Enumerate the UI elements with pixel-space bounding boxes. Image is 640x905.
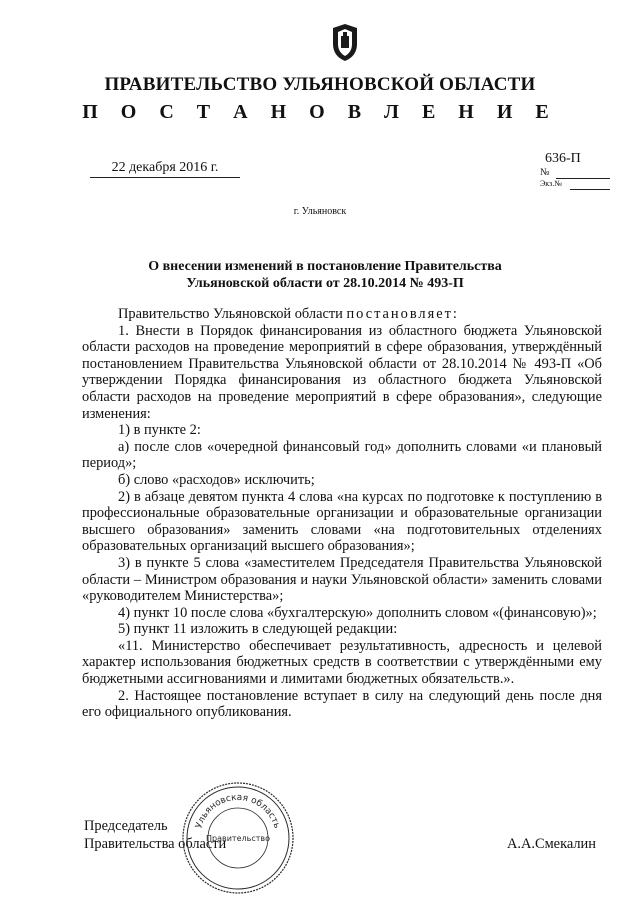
copy-number-label: Экз.№ <box>540 179 562 188</box>
copy-number-underline <box>570 189 610 190</box>
document-number: 636-П <box>545 151 581 166</box>
paragraph-1-4: 4) пункт 10 после слова «бухгалтерскую» дополнить словом «(финансовую)»; <box>118 604 597 621</box>
official-seal-icon <box>180 780 296 896</box>
svg-text:Ульяновская область <box>194 793 281 830</box>
document-type: П О С Т А Н О В Л Е Н И Е <box>82 101 558 123</box>
subject-line-1: О внесении изменений в постановление Правительства <box>148 259 502 274</box>
document-city: г. Ульяновск <box>293 206 347 217</box>
government-title: ПРАВИТЕЛЬСТВО УЛЬЯНОВСКОЙ ОБЛАСТИ <box>104 74 536 95</box>
number-prefix: № <box>540 167 550 178</box>
paragraph-1-1b: б) слово «расходов» исключить; <box>118 471 315 488</box>
seal-center-text: Правительство <box>206 834 270 843</box>
paragraph-1-1a: а) после слов «очередной финансовый год» дополнить словами «и плановый период»; <box>82 438 602 472</box>
preamble-action: постановляет: <box>346 306 459 322</box>
paragraph-1-5: 5) пункт 11 изложить в следующей редакции: <box>118 621 398 638</box>
coat-of-arms-icon <box>330 22 360 62</box>
signatory-title-line-2: Правительства области <box>84 836 227 852</box>
document-body <box>82 306 602 721</box>
seal-ring-text: Ульяновская область <box>194 792 282 830</box>
subject-line-2: Ульяновской области от 28.10.2014 № 493-П <box>186 276 464 291</box>
paragraph-1-1: 1) в пункте 2: <box>118 422 201 439</box>
signatory-title-line-1: Председатель <box>84 818 168 834</box>
preamble <box>82 306 602 323</box>
signatory-name: А.А.Смекалин <box>507 836 596 852</box>
number-underline <box>556 178 610 179</box>
preamble-start: Правительство Ульяновской области <box>118 306 347 322</box>
paragraph-1-5-text: «11. Министерство обеспечивает результативность, адресность и целевой характер использования бюджетных средств в соответствии с утверждёнными ему бюджетными ассигнованиями и лимитами бюджетных обязательств.». <box>82 637 602 688</box>
paragraph-1-2: 2) в абзаце девятом пункта 4 слова «на курсах по подготовке к поступлению в профессиональные образовательные организации и образовательные организации высшего образования» заменить словами «на подготовительных отделениях образовательных организаций высшего образования»; <box>82 488 602 555</box>
document-subject <box>140 258 510 292</box>
paragraph-2: 2. Настоящее постановление вступает в силу на следующий день после дня его официального опубликования. <box>82 687 602 721</box>
paragraph-1: 1. Внести в Порядок финансирования из областного бюджета Ульяновской области расходов на проведение мероприятий в сфере образования, утверждённый постановлением Правительства Ульяновской области от 28.10.2014 № 493-П «Об утверждении Порядка финансирования из областного бюджета Ульяновской области расходов на проведение мероприятий в сфере образования», следующие изменения: <box>82 322 602 422</box>
document-date: 22 декабря 2016 г. <box>90 160 240 178</box>
paragraph-1-3: 3) в пункте 5 слова «заместителем Председателя Правительства Ульяновской области – Министром образования и науки Ульяновской области» заменить словами «руководителем Министерства»; <box>82 554 602 605</box>
